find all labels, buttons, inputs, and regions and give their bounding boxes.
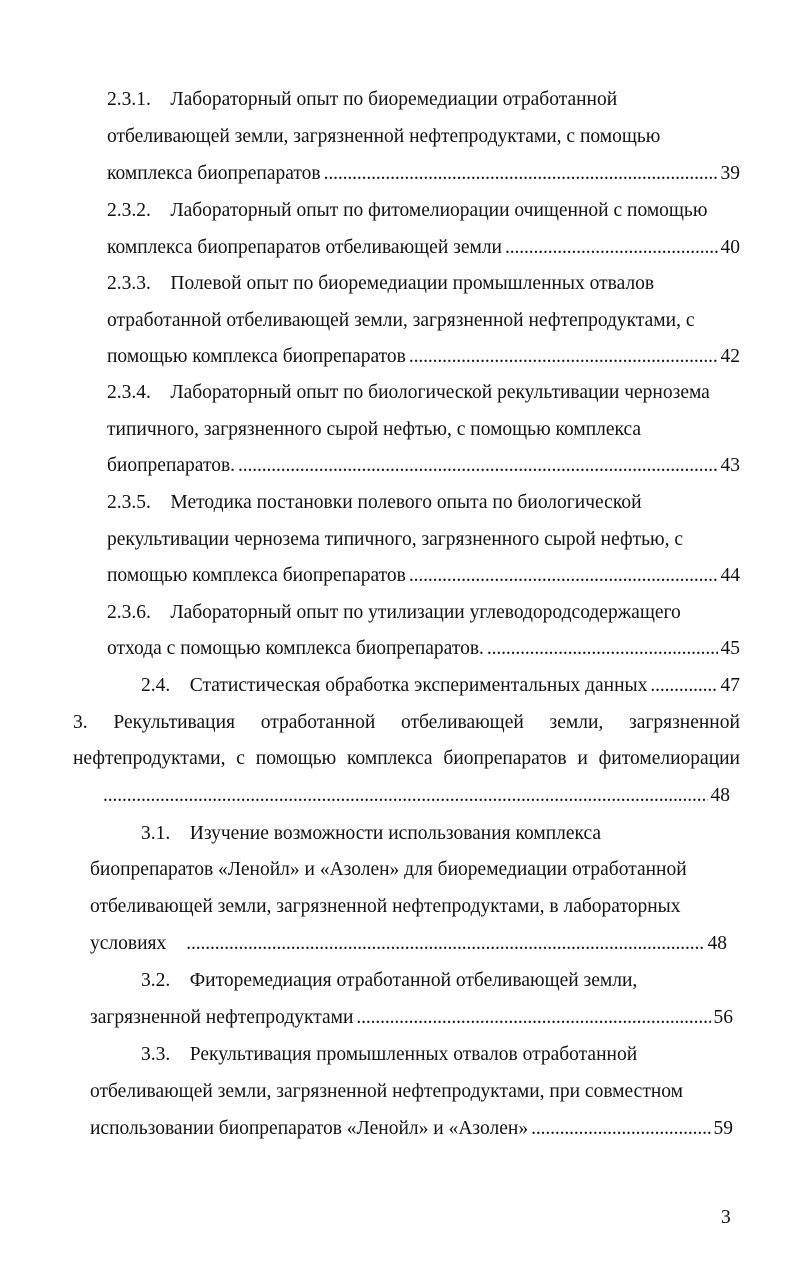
- page-ref: 44: [720, 565, 740, 586]
- dot-leader: [505, 236, 718, 260]
- toc-entry-2-3-1-line1: [107, 88, 617, 112]
- section-title: комплекса биопрепаратов: [107, 163, 321, 184]
- section-title: использовании биопрепаратов «Ленойл» и «Азолен»: [90, 1118, 529, 1139]
- section-number: 3.1.: [141, 823, 171, 844]
- toc-entry-3-line1: [73, 711, 740, 735]
- toc-entry-3-1-line4[interactable]: [90, 932, 727, 956]
- chapter-title-word: земли,: [549, 712, 604, 733]
- toc-entry-2-3-6-line2[interactable]: [107, 637, 740, 661]
- toc-entry-2-3-6-line1: [107, 601, 681, 625]
- toc-entry-2-3-1-line3[interactable]: [107, 162, 740, 186]
- toc-entry-2-3-2-line1: [107, 199, 707, 223]
- toc-entry-3-1-line1: [141, 822, 601, 846]
- toc-entry-2-4[interactable]: [141, 674, 740, 698]
- chapter-title-word: отработанной: [260, 712, 376, 733]
- section-number: 2.4.: [141, 675, 171, 696]
- dot-leader: [650, 674, 717, 698]
- toc-entry-2-3-5-line1: [107, 491, 642, 515]
- section-title: отхода с помощью комплекса биопрепаратов.: [107, 638, 484, 659]
- toc-entry-2-3-3-line3[interactable]: [107, 345, 740, 369]
- section-title: комплекса биопрепаратов отбеливающей земли: [107, 237, 502, 258]
- toc-entry-2-3-4-line1: [107, 381, 710, 405]
- page-ref: 59: [713, 1118, 733, 1139]
- page-number: 3: [721, 1207, 731, 1228]
- section-title: Лабораторный опыт по биологической рекультивации чернозема: [170, 382, 710, 403]
- dot-leader: [487, 637, 718, 661]
- section-title: помощью комплекса биопрепаратов: [107, 346, 406, 367]
- section-number: 2.3.5.: [107, 492, 151, 513]
- toc-entry-3-2-line2[interactable]: [90, 1006, 733, 1030]
- section-title: Лабораторный опыт по утилизации углеводородсодержащего: [170, 602, 681, 623]
- section-title: Статистическая обработка экспериментальных данных: [189, 675, 648, 696]
- section-title: Рекультивация промышленных отвалов отработанной: [189, 1044, 638, 1065]
- section-number: 2.3.3.: [107, 273, 151, 294]
- page-ref: 48: [710, 785, 730, 806]
- section-number: 2.3.1.: [107, 89, 151, 110]
- toc-entry-3-2-line1: [141, 969, 637, 993]
- dot-leader: [186, 932, 704, 956]
- chapter-number: 3.: [73, 712, 88, 733]
- toc-entry-3-3-line2: отбеливающей земли, загрязненной нефтепродуктами, при совместном: [90, 1081, 683, 1102]
- page-ref: 40: [720, 237, 740, 258]
- toc-entry-3-1-line2: биопрепаратов «Ленойл» и «Азолен» для биоремедиации отработанной: [90, 859, 687, 880]
- page-ref: 39: [720, 163, 740, 184]
- dot-leader: [531, 1117, 710, 1141]
- section-title: помощью комплекса биопрепаратов: [107, 565, 406, 586]
- section-title: загрязненной нефтепродуктами: [90, 1007, 354, 1028]
- toc-entry-3-line3[interactable]: [103, 784, 730, 808]
- page-ref: 56: [713, 1007, 733, 1028]
- chapter-title-word: загрязненной: [629, 712, 740, 733]
- page-ref: 45: [720, 638, 740, 659]
- section-title: Лабораторный опыт по биоремедиации отработанной: [170, 89, 618, 110]
- section-number: 3.3.: [141, 1044, 171, 1065]
- section-title: Лабораторный опыт по фитомелиорации очищенной с помощью: [170, 200, 708, 221]
- page-ref: 43: [720, 455, 740, 476]
- dot-leader: [356, 1006, 710, 1030]
- toc-entry-2-3-5-line2: рекультивации чернозема типичного, загрязненного сырой нефтью, с: [107, 529, 683, 550]
- section-title: Изучение возможности использования комплекса: [189, 823, 602, 844]
- toc-entry-2-3-2-line2[interactable]: [107, 236, 740, 260]
- section-title: биопрепаратов.: [107, 455, 236, 476]
- toc-entry-2-3-4-line2: типичного, загрязненного сырой нефтью, с помощью комплекса: [107, 419, 642, 440]
- section-title: Методика постановки полевого опыта по биологической: [170, 492, 642, 513]
- section-number: 3.2.: [141, 970, 171, 991]
- toc-entry-2-3-1-line2: отбеливающей земли, загрязненной нефтепродуктами, с помощью: [107, 126, 661, 147]
- toc-entry-3-3-line1: [141, 1043, 637, 1067]
- page-ref: 42: [720, 346, 740, 367]
- toc-entry-2-3-3-line2: отработанной отбеливающей земли, загрязненной нефтепродуктами, с: [107, 310, 695, 331]
- dot-leader: [103, 784, 708, 808]
- toc-entry-3-line2: нефтепродуктами, с помощью комплекса биопрепаратов и фитомелиорации: [73, 748, 740, 769]
- toc-entry-3-3-line3[interactable]: [90, 1117, 733, 1141]
- section-number: 2.3.4.: [107, 382, 151, 403]
- chapter-title-word: Рекультивация: [113, 712, 235, 733]
- toc-entry-3-1-line3: отбеливающей земли, загрязненной нефтепродуктами, в лабораторных: [90, 896, 681, 917]
- chapter-title-word: отбеливающей: [401, 712, 524, 733]
- page-ref: 48: [707, 933, 727, 954]
- dot-leader: [409, 345, 718, 369]
- section-number: 2.3.6.: [107, 602, 151, 623]
- section-title: Фиторемедиация отработанной отбеливающей земли,: [189, 970, 638, 991]
- section-number: 2.3.2.: [107, 200, 151, 221]
- dot-leader: [409, 564, 718, 588]
- section-title: Полевой опыт по биоремедиации промышленных отвалов: [170, 273, 655, 294]
- toc-entry-2-3-3-line1: [107, 272, 654, 296]
- dot-leader: [238, 454, 717, 478]
- dot-leader: [324, 162, 718, 186]
- toc-entry-2-3-4-line3[interactable]: [107, 454, 740, 478]
- toc-entry-2-3-5-line3[interactable]: [107, 564, 740, 588]
- section-title: условиях: [90, 933, 167, 954]
- page-ref: 47: [720, 675, 740, 696]
